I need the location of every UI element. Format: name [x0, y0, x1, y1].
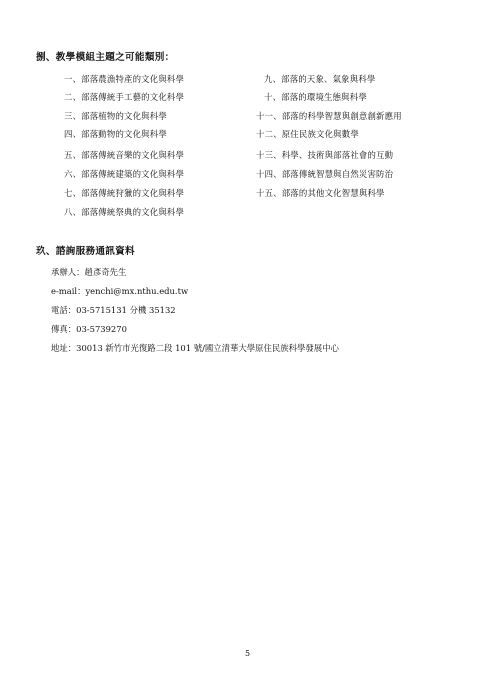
topic-item: 十四、部落傳統智慧與自然災害防治: [256, 169, 394, 179]
page-number: 5: [244, 649, 251, 658]
contact-phone: 電話：03-5715131 分機 35132: [51, 305, 176, 315]
topic-item: 三、部落植物的文化與科學: [64, 111, 167, 121]
topic-item: 四、部落動物的文化與科學: [64, 129, 167, 139]
topic-item: 七、部落傳統狩獵的文化與科學: [64, 188, 185, 198]
topic-item: 五、部落傳統音樂的文化與科學: [64, 150, 185, 160]
section-heading-contact-info: 玖、諮詢服務通訊資料: [36, 246, 135, 257]
topic-item: 一、部落農漁特產的文化與科學: [64, 74, 185, 84]
contact-email: e-mail：yenchi@mx.nthu.edu.tw: [51, 286, 189, 296]
section-heading-teaching-module-categories: 捌、教學模組主題之可能類別：: [36, 52, 175, 63]
topic-item: 二、部落傳統手工藝的文化科學: [64, 92, 185, 102]
contact-address: 地址：30013 新竹市光復路二段 101 號/國立清華大學原住民族科學發展中心: [51, 343, 339, 353]
topic-item: 十三、科學、技術與部落社會的互動: [256, 150, 394, 160]
topic-item: 八、部落傳統祭典的文化與科學: [64, 207, 185, 217]
topic-item: 九、部落的天象、氣象與科學: [264, 74, 376, 84]
topic-item: 六、部落傳統建築的文化與科學: [64, 169, 185, 179]
contact-fax: 傳真：03-5739270: [51, 324, 127, 334]
contact-person: 承辦人：趙彥奇先生: [51, 267, 127, 277]
topic-item: 十五、部落的其他文化智慧與科學: [256, 188, 385, 198]
topic-item: 十、部落的環境生態與科學: [264, 92, 367, 102]
topic-item: 十二、原住民族文化與數學: [256, 129, 359, 139]
topic-item: 十一、部落的科學智慧與創意創新應用: [256, 111, 402, 121]
